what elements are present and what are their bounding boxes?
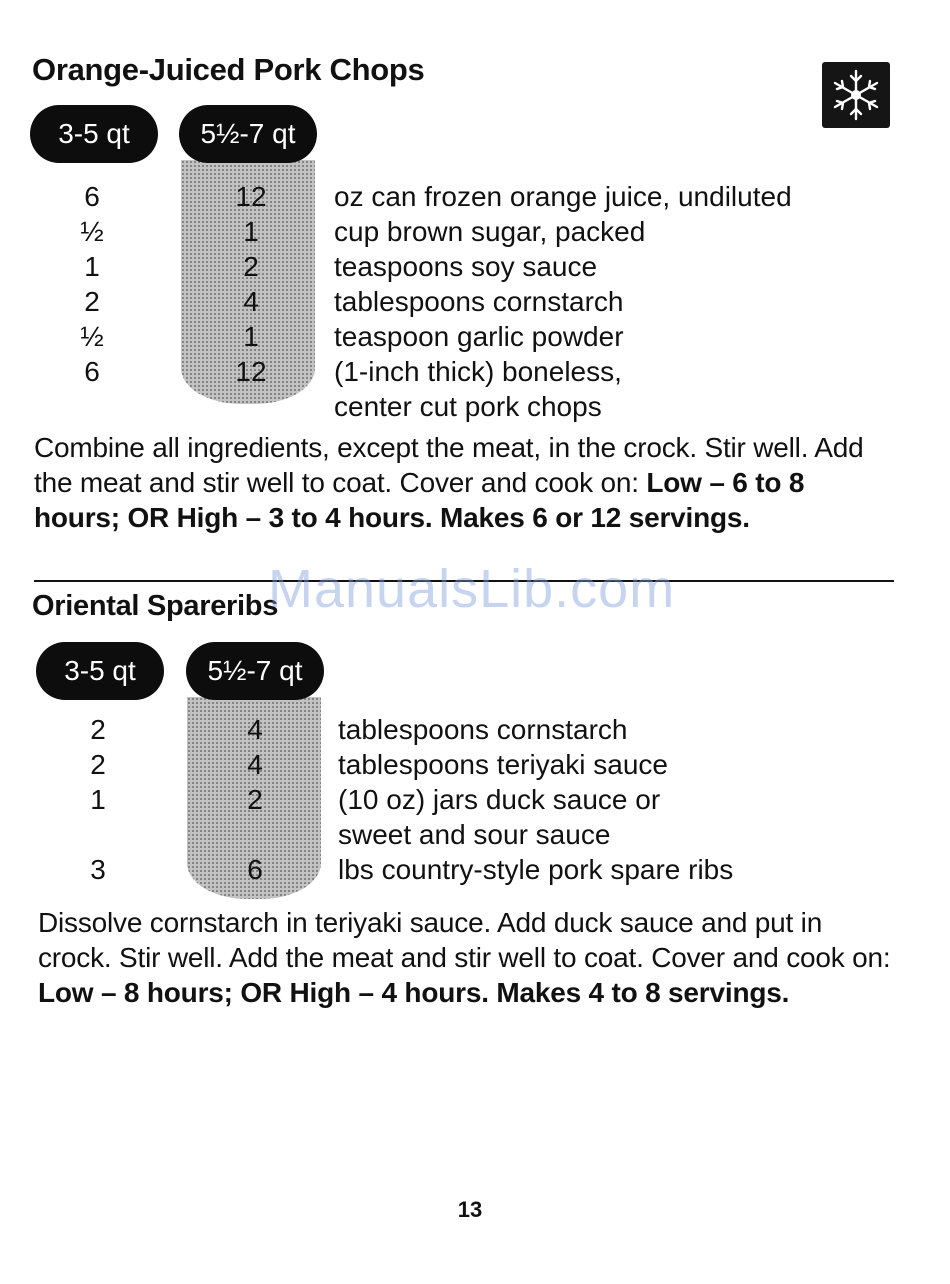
ingredient-text: tablespoons cornstarch — [334, 286, 624, 317]
quantity-small: 1 — [90, 784, 106, 815]
recipe-instructions — [34, 430, 894, 535]
instructions-text: Dissolve cornstarch in teriyaki sauce. Add duck sauce and put in crock. Stir well. Add the meat and stir well to coat. Cover and cook on: — [38, 907, 891, 973]
quantity-large: 1 — [243, 216, 259, 247]
quantity-large: 4 — [247, 749, 263, 780]
instructions-text: Combine all ingredients, except the meat, in the crock. Stir well. Add the meat and stir well to coat. Cover and cook on: — [34, 432, 864, 498]
quantity-small: 2 — [90, 749, 106, 780]
quantity-large: 2 — [247, 784, 263, 815]
page-number: 13 — [457, 1197, 483, 1222]
watermark: ManualsLib.com — [268, 559, 676, 619]
ingredient-text: teaspoons soy sauce — [334, 251, 598, 282]
ingredient-text: cup brown sugar, packed — [334, 216, 646, 247]
ingredient-text: sweet and sour sauce — [338, 819, 611, 850]
quantity-large: 4 — [243, 286, 259, 317]
quantity-small: 2 — [90, 714, 106, 745]
recipe-instructions — [38, 905, 898, 1010]
cook-time-text: Low – 8 hours; OR High – 4 hours. Makes 4 to 8 servings. — [38, 977, 790, 1008]
ingredient-text: center cut pork chops — [334, 391, 602, 422]
quantity-small: ½ — [80, 216, 104, 247]
size-small-badge: 3-5 qt — [30, 105, 158, 163]
ingredient-text: (1-inch thick) boneless, — [334, 356, 622, 387]
quantity-large: 2 — [243, 251, 259, 282]
size-small-badge: 3-5 qt — [36, 642, 164, 700]
quantity-large: 1 — [243, 321, 259, 352]
quantity-small: ½ — [80, 321, 104, 352]
size-large-badge: 5½-7 qt — [179, 105, 317, 163]
size-large-badge: 5½-7 qt — [186, 642, 324, 700]
quantity-small: 6 — [84, 181, 100, 212]
recipe-title: Oriental Spareribs — [32, 590, 279, 622]
quantity-large: 4 — [247, 714, 263, 745]
quantity-small: 1 — [84, 251, 100, 282]
quantity-large: 12 — [235, 181, 267, 212]
ingredient-text: oz can frozen orange juice, undiluted — [334, 181, 792, 212]
quantity-small: 6 — [84, 356, 100, 387]
quantity-small: 3 — [90, 854, 106, 885]
quantity-large: 12 — [235, 356, 267, 387]
snowflake-icon — [822, 62, 890, 128]
ingredient-text: (10 oz) jars duck sauce or — [338, 784, 661, 815]
ingredient-text: teaspoon garlic powder — [334, 321, 624, 352]
quantity-small: 2 — [84, 286, 100, 317]
cook-time-text: Low – 6 to 8 hours; OR High – 3 to 4 hours. Makes 6 or 12 servings. — [34, 467, 805, 533]
quantity-large: 6 — [247, 854, 263, 885]
recipe-title: Orange-Juiced Pork Chops — [32, 52, 425, 87]
ingredient-text: tablespoons teriyaki sauce — [338, 749, 668, 780]
ingredient-text: lbs country-style pork spare ribs — [338, 854, 734, 885]
ingredient-text: tablespoons cornstarch — [338, 714, 628, 745]
